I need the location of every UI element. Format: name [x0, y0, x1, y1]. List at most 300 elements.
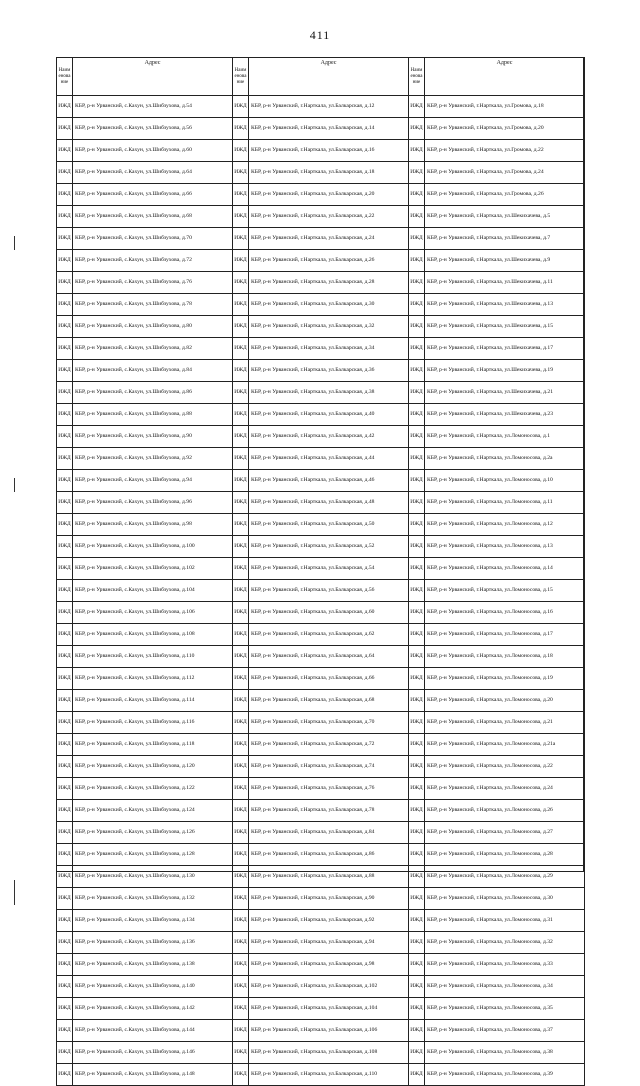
building-type-cell: ИЖД	[57, 800, 73, 822]
address-cell: КБР, р-н Урванский, с.Кахун, ул.Шибзухова, д.110	[73, 646, 233, 668]
table-row	[409, 800, 585, 822]
address-cell: КБР, р-н Урванский, г.Нарткала, ул.Ломоносова, д.33	[425, 954, 585, 976]
address-cell: КБР, р-н Урванский, с.Кахун, ул.Шибзухова, д.70	[73, 228, 233, 250]
building-type-cell: ИЖД	[409, 118, 425, 140]
building-type-cell: ИЖД	[233, 976, 249, 998]
table-row	[57, 184, 233, 206]
table-row	[233, 558, 409, 580]
table-row	[57, 426, 233, 448]
building-type-cell: ИЖД	[233, 756, 249, 778]
building-type-cell: ИЖД	[233, 338, 249, 360]
table-row	[233, 1042, 409, 1064]
address-cell: КБР, р-н Урванский, г.Нарткала, ул.Ломоносова, д.19	[425, 668, 585, 690]
building-type-cell: ИЖД	[409, 206, 425, 228]
table-row	[233, 470, 409, 492]
building-type-cell: ИЖД	[409, 228, 425, 250]
address-cell: КБР, р-н Урванский, с.Кахун, ул.Шибзухова, д.118	[73, 734, 233, 756]
address-cell: КБР, р-н Урванский, г.Нарткала, ул.Ломоносова, д.14	[425, 558, 585, 580]
address-cell: КБР, р-н Урванский, с.Кахун, ул.Шибзухова, д.140	[73, 976, 233, 998]
address-cell: КБР, р-н Урванский, г.Нарткала, ул.Балкарская, д.94	[249, 932, 409, 954]
address-cell: КБР, р-н Урванский, с.Кахун, ул.Шибзухова, д.56	[73, 118, 233, 140]
building-type-cell: ИЖД	[233, 536, 249, 558]
building-type-cell: ИЖД	[57, 778, 73, 800]
building-type-cell: ИЖД	[409, 1042, 425, 1064]
table-row	[409, 272, 585, 294]
table-row	[233, 690, 409, 712]
table-row	[233, 426, 409, 448]
table-row	[233, 734, 409, 756]
building-type-cell: ИЖД	[233, 448, 249, 470]
building-type-cell: ИЖД	[233, 118, 249, 140]
address-cell: КБР, р-н Урванский, г.Нарткала, ул.Громова, д.20	[425, 118, 585, 140]
address-cell: КБР, р-н Урванский, г.Нарткала, ул.Балкарская, д.72	[249, 734, 409, 756]
building-type-cell: ИЖД	[57, 470, 73, 492]
address-cell: КБР, р-н Урванский, г.Нарткала, ул.Балкарская, д.50	[249, 514, 409, 536]
table-row	[409, 184, 585, 206]
header-type: Наим енова ние	[409, 58, 425, 96]
building-type-cell: ИЖД	[409, 976, 425, 998]
table-row	[409, 228, 585, 250]
table-row	[57, 294, 233, 316]
address-cell: КБР, р-н Урванский, г.Нарткала, ул.Ломоносова, д.18	[425, 646, 585, 668]
address-cell: КБР, р-н Урванский, с.Кахун, ул.Шибзухова, д.78	[73, 294, 233, 316]
table-row	[57, 1020, 233, 1042]
table-row	[57, 1064, 233, 1086]
building-type-cell: ИЖД	[409, 316, 425, 338]
building-type-cell: ИЖД	[233, 1064, 249, 1086]
address-cell: КБР, р-н Урванский, с.Кахун, ул.Шибзухова, д.126	[73, 822, 233, 844]
table-row	[409, 448, 585, 470]
table-row	[57, 800, 233, 822]
address-cell: КБР, р-н Урванский, г.Нарткала, ул.Балкарская, д.76	[249, 778, 409, 800]
table-row	[57, 690, 233, 712]
table-row	[233, 976, 409, 998]
address-table	[56, 57, 584, 1077]
address-cell: КБР, р-н Урванский, г.Нарткала, ул.Ломоносова, д.1	[425, 426, 585, 448]
building-type-cell: ИЖД	[409, 96, 425, 118]
table-row	[57, 866, 233, 888]
address-cell: КБР, р-н Урванский, с.Кахун, ул.Шибзухова, д.146	[73, 1042, 233, 1064]
building-type-cell: ИЖД	[233, 580, 249, 602]
building-type-cell: ИЖД	[233, 602, 249, 624]
table-row	[409, 514, 585, 536]
table-row	[409, 624, 585, 646]
building-type-cell: ИЖД	[57, 866, 73, 888]
address-cell: КБР, р-н Урванский, г.Нарткала, ул.Балкарская, д.108	[249, 1042, 409, 1064]
scan-mark	[14, 236, 15, 250]
address-cell: КБР, р-н Урванский, г.Нарткала, ул.Шекихачева, д.11	[425, 272, 585, 294]
building-type-cell: ИЖД	[57, 514, 73, 536]
address-cell: КБР, р-н Урванский, г.Нарткала, ул.Балкарская, д.24	[249, 228, 409, 250]
building-type-cell: ИЖД	[409, 426, 425, 448]
address-cell: КБР, р-н Урванский, г.Нарткала, ул.Шекихачева, д.15	[425, 316, 585, 338]
building-type-cell: ИЖД	[57, 448, 73, 470]
address-cell: КБР, р-н Урванский, г.Нарткала, ул.Ломоносова, д.38	[425, 1042, 585, 1064]
table-row	[233, 756, 409, 778]
address-cell: КБР, р-н Урванский, г.Нарткала, ул.Ломоносова, д.30	[425, 888, 585, 910]
table-row	[57, 316, 233, 338]
table-row	[409, 1042, 585, 1064]
building-type-cell: ИЖД	[57, 646, 73, 668]
address-cell: КБР, р-н Урванский, с.Кахун, ул.Шибзухова, д.88	[73, 404, 233, 426]
table-row	[57, 712, 233, 734]
table-row	[57, 734, 233, 756]
address-cell: КБР, р-н Урванский, г.Нарткала, ул.Ломоносова, д.34	[425, 976, 585, 998]
building-type-cell: ИЖД	[409, 624, 425, 646]
address-cell: КБР, р-н Урванский, г.Нарткала, ул.Балкарская, д.86	[249, 844, 409, 866]
table-column-1	[56, 57, 233, 1086]
table-row	[57, 338, 233, 360]
address-cell: КБР, р-н Урванский, г.Нарткала, ул.Ломоносова, д.21	[425, 712, 585, 734]
building-type-cell: ИЖД	[57, 976, 73, 998]
table-row	[233, 910, 409, 932]
address-cell: КБР, р-н Урванский, с.Кахун, ул.Шибзухова, д.92	[73, 448, 233, 470]
building-type-cell: ИЖД	[233, 360, 249, 382]
table-row	[233, 118, 409, 140]
address-cell: КБР, р-н Урванский, г.Нарткала, ул.Ломоносова, д.10	[425, 470, 585, 492]
building-type-cell: ИЖД	[409, 888, 425, 910]
table-row	[409, 668, 585, 690]
table-row	[57, 250, 233, 272]
address-cell: КБР, р-н Урванский, г.Нарткала, ул.Ломоносова, д.21а	[425, 734, 585, 756]
table-row	[233, 228, 409, 250]
table-row	[233, 294, 409, 316]
address-cell: КБР, р-н Урванский, г.Нарткала, ул.Балкарская, д.62	[249, 624, 409, 646]
address-cell: КБР, р-н Урванский, г.Нарткала, ул.Ломоносова, д.2а	[425, 448, 585, 470]
address-cell: КБР, р-н Урванский, с.Кахун, ул.Шибзухова, д.68	[73, 206, 233, 228]
address-cell: КБР, р-н Урванский, г.Нарткала, ул.Балкарская, д.98	[249, 954, 409, 976]
address-cell: КБР, р-н Урванский, с.Кахун, ул.Шибзухова, д.130	[73, 866, 233, 888]
table-column-2	[232, 57, 409, 1086]
address-cell: КБР, р-н Урванский, г.Нарткала, ул.Ломоносова, д.20	[425, 690, 585, 712]
address-cell: КБР, р-н Урванский, с.Кахун, ул.Шибзухова, д.80	[73, 316, 233, 338]
building-type-cell: ИЖД	[409, 822, 425, 844]
address-cell: КБР, р-н Урванский, г.Нарткала, ул.Шекихачева, д.17	[425, 338, 585, 360]
table-row	[409, 690, 585, 712]
table-row	[409, 954, 585, 976]
table-row	[57, 580, 233, 602]
table-row	[57, 602, 233, 624]
building-type-cell: ИЖД	[57, 360, 73, 382]
building-type-cell: ИЖД	[57, 998, 73, 1020]
building-type-cell: ИЖД	[57, 668, 73, 690]
address-cell: КБР, р-н Урванский, с.Кахун, ул.Шибзухова, д.108	[73, 624, 233, 646]
address-cell: КБР, р-н Урванский, г.Нарткала, ул.Балкарская, д.104	[249, 998, 409, 1020]
building-type-cell: ИЖД	[233, 228, 249, 250]
address-cell: КБР, р-н Урванский, г.Нарткала, ул.Ломоносова, д.13	[425, 536, 585, 558]
table-row	[57, 448, 233, 470]
table-row	[409, 118, 585, 140]
address-cell: КБР, р-н Урванский, г.Нарткала, ул.Балкарская, д.36	[249, 360, 409, 382]
building-type-cell: ИЖД	[409, 602, 425, 624]
address-cell: КБР, р-н Урванский, с.Кахун, ул.Шибзухова, д.144	[73, 1020, 233, 1042]
building-type-cell: ИЖД	[57, 844, 73, 866]
building-type-cell: ИЖД	[57, 756, 73, 778]
address-cell: КБР, р-н Урванский, г.Нарткала, ул.Шекихачева, д.23	[425, 404, 585, 426]
building-type-cell: ИЖД	[409, 382, 425, 404]
address-cell: КБР, р-н Урванский, г.Нарткала, ул.Ломоносова, д.24	[425, 778, 585, 800]
address-cell: КБР, р-н Урванский, г.Нарткала, ул.Ломоносова, д.27	[425, 822, 585, 844]
table-row	[409, 910, 585, 932]
table-row	[233, 800, 409, 822]
table-row	[57, 118, 233, 140]
building-type-cell: ИЖД	[57, 822, 73, 844]
table-row	[409, 822, 585, 844]
address-cell: КБР, р-н Урванский, с.Кахун, ул.Шибзухова, д.104	[73, 580, 233, 602]
address-cell: КБР, р-н Урванский, г.Нарткала, ул.Громова, д.26	[425, 184, 585, 206]
table-row	[409, 250, 585, 272]
building-type-cell: ИЖД	[409, 448, 425, 470]
address-cell: КБР, р-н Урванский, г.Нарткала, ул.Шекихачева, д.9	[425, 250, 585, 272]
table-row	[409, 492, 585, 514]
building-type-cell: ИЖД	[409, 184, 425, 206]
table-row	[57, 844, 233, 866]
building-type-cell: ИЖД	[233, 888, 249, 910]
table-column-3	[408, 57, 585, 1086]
building-type-cell: ИЖД	[409, 470, 425, 492]
building-type-cell: ИЖД	[57, 932, 73, 954]
building-type-cell: ИЖД	[409, 404, 425, 426]
address-cell: КБР, р-н Урванский, с.Кахун, ул.Шибзухова, д.90	[73, 426, 233, 448]
building-type-cell: ИЖД	[233, 932, 249, 954]
building-type-cell: ИЖД	[409, 734, 425, 756]
table-row	[409, 580, 585, 602]
building-type-cell: ИЖД	[57, 1064, 73, 1086]
building-type-cell: ИЖД	[409, 844, 425, 866]
table-row	[57, 228, 233, 250]
building-type-cell: ИЖД	[57, 382, 73, 404]
page-number: 411	[309, 28, 331, 42]
address-cell: КБР, р-н Урванский, г.Нарткала, ул.Балкарская, д.70	[249, 712, 409, 734]
table-row	[233, 140, 409, 162]
table-row	[409, 734, 585, 756]
building-type-cell: ИЖД	[57, 536, 73, 558]
building-type-cell: ИЖД	[233, 1042, 249, 1064]
building-type-cell: ИЖД	[233, 184, 249, 206]
building-type-cell: ИЖД	[57, 690, 73, 712]
table-row	[57, 272, 233, 294]
address-cell: КБР, р-н Урванский, г.Нарткала, ул.Шекихачева, д.5	[425, 206, 585, 228]
address-cell: КБР, р-н Урванский, с.Кахун, ул.Шибзухова, д.66	[73, 184, 233, 206]
address-cell: КБР, р-н Урванский, с.Кахун, ул.Шибзухова, д.82	[73, 338, 233, 360]
address-cell: КБР, р-н Урванский, с.Кахун, ул.Шибзухова, д.128	[73, 844, 233, 866]
table-row	[409, 602, 585, 624]
table-row	[57, 492, 233, 514]
building-type-cell: ИЖД	[409, 932, 425, 954]
table-row	[409, 96, 585, 118]
building-type-cell: ИЖД	[57, 558, 73, 580]
address-cell: КБР, р-н Урванский, г.Нарткала, ул.Балкарская, д.20	[249, 184, 409, 206]
building-type-cell: ИЖД	[409, 756, 425, 778]
building-type-cell: ИЖД	[57, 492, 73, 514]
building-type-cell: ИЖД	[409, 910, 425, 932]
table-row	[409, 470, 585, 492]
building-type-cell: ИЖД	[57, 294, 73, 316]
building-type-cell: ИЖД	[233, 558, 249, 580]
building-type-cell: ИЖД	[233, 624, 249, 646]
building-type-cell: ИЖД	[233, 690, 249, 712]
address-cell: КБР, р-н Урванский, с.Кахун, ул.Шибзухова, д.84	[73, 360, 233, 382]
building-type-cell: ИЖД	[233, 866, 249, 888]
table-row	[409, 756, 585, 778]
building-type-cell: ИЖД	[233, 954, 249, 976]
building-type-cell: ИЖД	[409, 668, 425, 690]
address-cell: КБР, р-н Урванский, г.Нарткала, ул.Балкарская, д.44	[249, 448, 409, 470]
address-cell: КБР, р-н Урванский, г.Нарткала, ул.Балкарская, д.42	[249, 426, 409, 448]
table-row	[409, 844, 585, 866]
header-address: Адрес	[249, 58, 409, 96]
building-type-cell: ИЖД	[409, 272, 425, 294]
table-row	[57, 624, 233, 646]
table-row	[409, 866, 585, 888]
address-cell: КБР, р-н Урванский, г.Нарткала, ул.Громова, д.22	[425, 140, 585, 162]
table-row	[57, 888, 233, 910]
building-type-cell: ИЖД	[57, 404, 73, 426]
table-row	[57, 536, 233, 558]
address-cell: КБР, р-н Урванский, г.Нарткала, ул.Балкарская, д.64	[249, 646, 409, 668]
table-row	[233, 954, 409, 976]
address-cell: КБР, р-н Урванский, г.Нарткала, ул.Балкарская, д.90	[249, 888, 409, 910]
address-cell: КБР, р-н Урванский, г.Нарткала, ул.Ломоносова, д.32	[425, 932, 585, 954]
building-type-cell: ИЖД	[409, 1020, 425, 1042]
address-cell: КБР, р-н Урванский, с.Кахун, ул.Шибзухова, д.102	[73, 558, 233, 580]
table-row	[57, 998, 233, 1020]
building-type-cell: ИЖД	[409, 536, 425, 558]
table-row	[57, 932, 233, 954]
table-row	[409, 778, 585, 800]
address-cell: КБР, р-н Урванский, с.Кахун, ул.Шибзухова, д.122	[73, 778, 233, 800]
building-type-cell: ИЖД	[57, 712, 73, 734]
table-row	[409, 646, 585, 668]
table-row	[233, 250, 409, 272]
building-type-cell: ИЖД	[409, 580, 425, 602]
table-row	[57, 96, 233, 118]
address-cell: КБР, р-н Урванский, с.Кахун, ул.Шибзухова, д.112	[73, 668, 233, 690]
building-type-cell: ИЖД	[233, 382, 249, 404]
address-cell: КБР, р-н Урванский, г.Нарткала, ул.Ломоносова, д.12	[425, 514, 585, 536]
building-type-cell: ИЖД	[233, 646, 249, 668]
address-cell: КБР, р-н Урванский, г.Нарткала, ул.Балкарская, д.48	[249, 492, 409, 514]
building-type-cell: ИЖД	[409, 162, 425, 184]
address-cell: КБР, р-н Урванский, г.Нарткала, ул.Балкарская, д.54	[249, 558, 409, 580]
building-type-cell: ИЖД	[233, 844, 249, 866]
table-row	[233, 316, 409, 338]
building-type-cell: ИЖД	[233, 96, 249, 118]
building-type-cell: ИЖД	[233, 734, 249, 756]
table-row	[57, 954, 233, 976]
address-cell: КБР, р-н Урванский, г.Нарткала, ул.Балкарская, д.16	[249, 140, 409, 162]
table-row	[409, 712, 585, 734]
address-cell: КБР, р-н Урванский, г.Нарткала, ул.Балкарская, д.92	[249, 910, 409, 932]
table-row	[409, 404, 585, 426]
building-type-cell: ИЖД	[409, 778, 425, 800]
address-cell: КБР, р-н Урванский, г.Нарткала, ул.Ломоносова, д.26	[425, 800, 585, 822]
building-type-cell: ИЖД	[233, 294, 249, 316]
building-type-cell: ИЖД	[57, 426, 73, 448]
table-row	[57, 756, 233, 778]
building-type-cell: ИЖД	[409, 712, 425, 734]
table-row	[233, 602, 409, 624]
table-row	[233, 536, 409, 558]
table-row	[57, 206, 233, 228]
building-type-cell: ИЖД	[233, 470, 249, 492]
building-type-cell: ИЖД	[233, 998, 249, 1020]
table-row	[409, 426, 585, 448]
building-type-cell: ИЖД	[233, 492, 249, 514]
building-type-cell: ИЖД	[233, 272, 249, 294]
building-type-cell: ИЖД	[409, 998, 425, 1020]
address-cell: КБР, р-н Урванский, г.Нарткала, ул.Балкарская, д.14	[249, 118, 409, 140]
header-address: Адрес	[73, 58, 233, 96]
scan-mark	[14, 880, 15, 905]
table-row	[57, 646, 233, 668]
building-type-cell: ИЖД	[57, 184, 73, 206]
address-cell: КБР, р-н Урванский, г.Нарткала, ул.Ломоносова, д.39	[425, 1064, 585, 1086]
address-cell: КБР, р-н Урванский, г.Нарткала, ул.Ломоносова, д.11	[425, 492, 585, 514]
table-row	[409, 1064, 585, 1086]
address-cell: КБР, р-н Урванский, г.Нарткала, ул.Ломоносова, д.22	[425, 756, 585, 778]
building-type-cell: ИЖД	[57, 1042, 73, 1064]
building-type-cell: ИЖД	[57, 602, 73, 624]
address-cell: КБР, р-н Урванский, г.Нарткала, ул.Балкарская, д.40	[249, 404, 409, 426]
address-cell: КБР, р-н Урванский, г.Нарткала, ул.Балкарская, д.46	[249, 470, 409, 492]
building-type-cell: ИЖД	[57, 228, 73, 250]
address-cell: КБР, р-н Урванский, с.Кахун, ул.Шибзухова, д.86	[73, 382, 233, 404]
building-type-cell: ИЖД	[57, 624, 73, 646]
address-cell: КБР, р-н Урванский, г.Нарткала, ул.Ломоносова, д.35	[425, 998, 585, 1020]
address-cell: КБР, р-н Урванский, с.Кахун, ул.Шибзухова, д.72	[73, 250, 233, 272]
table-row	[409, 316, 585, 338]
address-cell: КБР, р-н Урванский, г.Нарткала, ул.Балкарская, д.78	[249, 800, 409, 822]
table-row	[409, 294, 585, 316]
building-type-cell: ИЖД	[57, 734, 73, 756]
table-row	[409, 206, 585, 228]
address-cell: КБР, р-н Урванский, г.Нарткала, ул.Балкарская, д.52	[249, 536, 409, 558]
table-row	[57, 470, 233, 492]
building-type-cell: ИЖД	[57, 1020, 73, 1042]
table-row	[233, 624, 409, 646]
address-cell: КБР, р-н Урванский, г.Нарткала, ул.Громова, д.24	[425, 162, 585, 184]
address-cell: КБР, р-н Урванский, с.Кахун, ул.Шибзухова, д.106	[73, 602, 233, 624]
table-row	[233, 382, 409, 404]
table-row	[57, 976, 233, 998]
building-type-cell: ИЖД	[233, 800, 249, 822]
building-type-cell: ИЖД	[233, 206, 249, 228]
table-row	[409, 140, 585, 162]
address-cell: КБР, р-н Урванский, с.Кахун, ул.Шибзухова, д.148	[73, 1064, 233, 1086]
table-row	[233, 998, 409, 1020]
building-type-cell: ИЖД	[233, 822, 249, 844]
address-cell: КБР, р-н Урванский, с.Кахун, ул.Шибзухова, д.98	[73, 514, 233, 536]
table-row	[409, 558, 585, 580]
address-cell: КБР, р-н Урванский, г.Нарткала, ул.Балкарская, д.60	[249, 602, 409, 624]
building-type-cell: ИЖД	[233, 140, 249, 162]
address-cell: КБР, р-н Урванский, г.Нарткала, ул.Шекихачева, д.13	[425, 294, 585, 316]
address-cell: КБР, р-н Урванский, с.Кахун, ул.Шибзухова, д.136	[73, 932, 233, 954]
table-row	[57, 1042, 233, 1064]
address-cell: КБР, р-н Урванский, г.Нарткала, ул.Шекихачева, д.7	[425, 228, 585, 250]
address-cell: КБР, р-н Урванский, г.Нарткала, ул.Балкарская, д.66	[249, 668, 409, 690]
address-cell: КБР, р-н Урванский, г.Нарткала, ул.Балкарская, д.102	[249, 976, 409, 998]
building-type-cell: ИЖД	[409, 954, 425, 976]
building-type-cell: ИЖД	[409, 492, 425, 514]
table-row	[233, 448, 409, 470]
address-cell: КБР, р-н Урванский, г.Нарткала, ул.Балкарская, д.28	[249, 272, 409, 294]
table-row	[233, 162, 409, 184]
address-cell: КБР, р-н Урванский, с.Кахун, ул.Шибзухова, д.76	[73, 272, 233, 294]
address-cell: КБР, р-н Урванский, г.Нарткала, ул.Ломоносова, д.37	[425, 1020, 585, 1042]
address-cell: КБР, р-н Урванский, г.Нарткала, ул.Шекихачева, д.21	[425, 382, 585, 404]
